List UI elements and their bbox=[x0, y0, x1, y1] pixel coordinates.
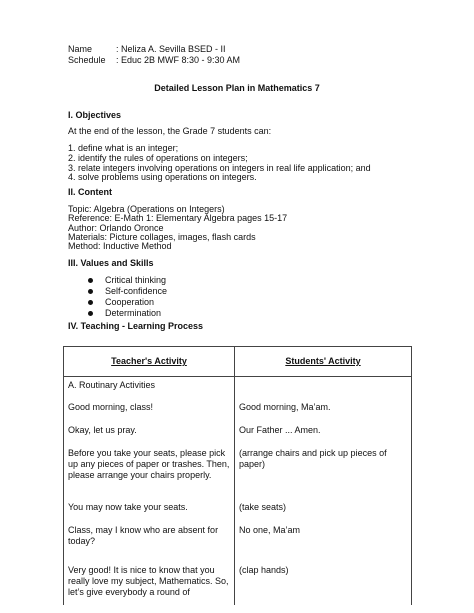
objective-item-4: 4. solve problems using operations on integers. bbox=[68, 172, 257, 182]
student-cell: (clap hands) bbox=[235, 559, 412, 605]
schedule-value: : Educ 2B MWF 8:30 - 9:30 AM bbox=[116, 55, 241, 65]
bullet-icon bbox=[88, 278, 93, 283]
objective-item-2: 2. identify the rules of operations on integers; bbox=[68, 153, 248, 163]
bullet-icon bbox=[88, 289, 93, 294]
activity-table bbox=[63, 346, 412, 605]
value-label: Determination bbox=[105, 308, 162, 318]
student-cell bbox=[235, 377, 412, 397]
table-row bbox=[64, 559, 412, 605]
table-row bbox=[64, 442, 412, 496]
student-cell: No one, Ma’am bbox=[235, 519, 412, 559]
teacher-cell: Class, may I know who are absent for today? bbox=[64, 519, 235, 559]
content-heading: II. Content bbox=[68, 187, 112, 197]
bullet-icon bbox=[88, 311, 93, 316]
objective-item-3: 3. relate integers involving operations on integers in real life application; and bbox=[68, 163, 371, 173]
teacher-cell: Before you take your seats, please pick up any pieces of paper or trashes. Then, please arrange your chairs properly. bbox=[64, 442, 235, 496]
teacher-cell: You may now take your seats. bbox=[64, 496, 235, 519]
content-topic: Topic: Algebra (Operations on Integers) bbox=[68, 204, 225, 214]
schedule-row bbox=[68, 55, 240, 66]
table-row bbox=[64, 519, 412, 559]
content-author: Author: Orlando Oronce bbox=[68, 223, 164, 233]
process-heading: IV. Teaching - Learning Process bbox=[68, 321, 204, 331]
values-heading: III. Values and Skills bbox=[68, 258, 154, 268]
list-item bbox=[88, 297, 167, 308]
table-row bbox=[64, 396, 412, 419]
content-method: Method: Inductive Method bbox=[68, 241, 172, 251]
schedule-label: Schedule bbox=[68, 55, 106, 65]
teacher-cell: Okay, let us pray. bbox=[64, 419, 235, 442]
values-list bbox=[88, 275, 167, 319]
teacher-cell: Good morning, class! bbox=[64, 396, 235, 419]
student-cell: Our Father ... Amen. bbox=[235, 419, 412, 442]
value-label: Self-confidence bbox=[105, 286, 168, 296]
teacher-cell: A. Routinary Activities bbox=[64, 377, 235, 397]
table-row bbox=[64, 496, 412, 519]
teacher-cell: Very good! It is nice to know that you really love my subject, Mathematics. So, let’s give everybody a round of bbox=[64, 559, 235, 605]
name-row bbox=[68, 44, 240, 55]
list-item bbox=[88, 286, 167, 297]
objectives-intro: At the end of the lesson, the Grade 7 students can: bbox=[68, 126, 272, 136]
table-row bbox=[64, 377, 412, 397]
bullet-icon bbox=[88, 300, 93, 305]
content-reference: Reference: E-Math 1: Elementary Algebra pages 15-17 bbox=[68, 213, 288, 223]
teacher-column-header: Teacher's Activity bbox=[64, 347, 235, 377]
content-materials: Materials: Picture collages, images, flash cards bbox=[68, 232, 256, 242]
student-cell: Good morning, Ma’am. bbox=[235, 396, 412, 419]
student-column-header: Students' Activity bbox=[235, 347, 412, 377]
student-cell: (arrange chairs and pick up pieces of paper) bbox=[235, 442, 412, 496]
document-title: Detailed Lesson Plan in Mathematics 7 bbox=[154, 83, 320, 93]
table-row bbox=[64, 419, 412, 442]
list-item bbox=[88, 275, 167, 286]
table-header-row bbox=[64, 347, 412, 377]
name-value: : Neliza A. Sevilla BSED - II bbox=[116, 44, 226, 54]
value-label: Cooperation bbox=[105, 297, 155, 307]
value-label: Critical thinking bbox=[105, 275, 167, 285]
name-label: Name bbox=[68, 44, 93, 54]
list-item bbox=[88, 308, 167, 319]
student-cell: (take seats) bbox=[235, 496, 412, 519]
objective-item-1: 1. define what is an integer; bbox=[68, 143, 179, 153]
header-block bbox=[68, 44, 240, 66]
objectives-heading: I. Objectives bbox=[68, 110, 122, 120]
